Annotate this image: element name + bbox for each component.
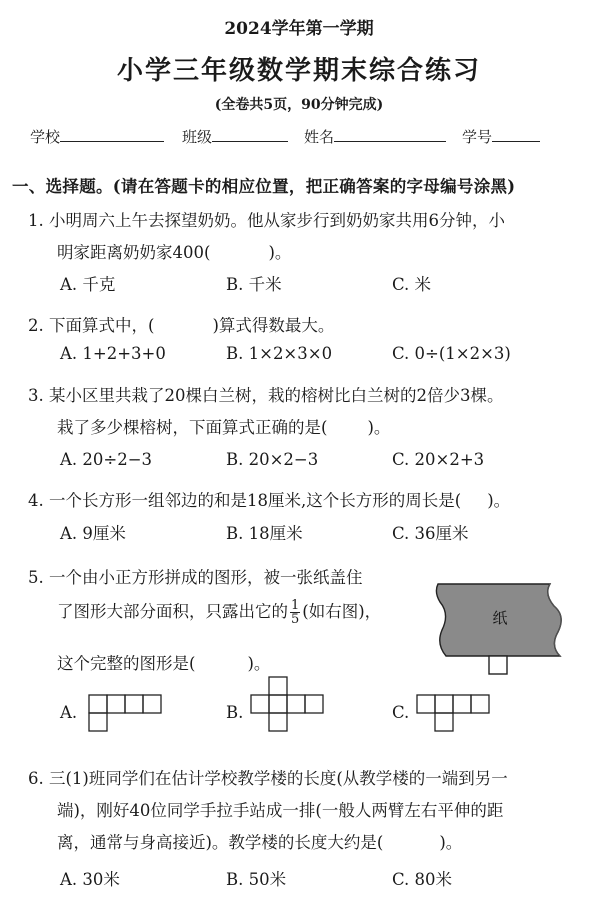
question-text: 栽了多少棵榕树，下面算式正确的是(	[57, 418, 328, 437]
option-c: C. 0÷(1×2×3)	[392, 344, 511, 363]
question-text: )算式得数最大。	[212, 316, 335, 335]
option-c: C.	[392, 703, 410, 722]
question-text: 离，通常与身高接近)。教学楼的长度大约是(	[57, 833, 384, 852]
school-label: 学校	[30, 128, 61, 146]
option-c: C. 米	[392, 275, 432, 294]
question-number: 4.	[28, 491, 44, 510]
question-text: 三(1)班同学们在估计学校教学楼的长度(从教学楼的一端到另一	[49, 769, 508, 788]
paper-label: 纸	[492, 609, 508, 627]
option-a: A. 1+2+3+0	[60, 344, 166, 363]
student-number-field[interactable]	[492, 127, 540, 142]
option-a: A. 千克	[60, 275, 116, 294]
paper-cover-figure	[432, 574, 572, 680]
question-number: 1.	[28, 211, 44, 230]
question-text: 这个完整的图形是(	[57, 654, 196, 673]
option-b-shape	[250, 676, 326, 734]
section-title: 一、选择题。(请在答题卡的相应位置，把正确答案的字母编号涂黑)	[12, 177, 516, 196]
year-line: 2024学年第一学期	[224, 19, 374, 39]
option-a: A. 20÷2−3	[60, 450, 153, 469]
question-4	[28, 487, 510, 511]
question-number: 6.	[28, 769, 44, 788]
question-text: (如右图)，	[302, 602, 382, 621]
question-5-line-1	[28, 564, 363, 588]
question-2	[28, 312, 334, 336]
name-field[interactable]	[334, 127, 446, 142]
page-subtitle: (全卷共5页，90分钟完成)	[214, 97, 384, 113]
option-a: A. 30米	[60, 870, 120, 889]
question-text: )。	[487, 491, 511, 510]
question-6-line-1	[28, 765, 508, 789]
question-text: 明家距离奶奶家400(	[57, 243, 211, 262]
question-text: )。	[268, 243, 292, 262]
question-text: 小明周六上午去探望奶奶。他从家步行到奶奶家共用6分钟，小	[49, 211, 505, 230]
fraction-denominator: 5	[291, 612, 300, 627]
question-1-line-1	[28, 207, 505, 231]
option-c: C. 36厘米	[392, 524, 469, 543]
option-c-shape	[416, 694, 492, 732]
page-title: 小学三年级数学期末综合练习	[116, 56, 481, 86]
option-b: B.	[226, 703, 244, 722]
class-field[interactable]	[212, 127, 288, 142]
question-text: 一个由小正方形拼成的图形，被一张纸盖住	[49, 568, 363, 587]
question-6-line-3	[57, 829, 462, 853]
question-5-line-3	[57, 650, 270, 674]
name-label: 姓名	[304, 128, 335, 146]
question-3-line-1	[28, 382, 504, 406]
option-b: B. 18厘米	[226, 524, 303, 543]
class-label: 班级	[182, 128, 213, 146]
question-number: 2.	[28, 316, 44, 335]
student-number-label: 学号	[462, 128, 493, 146]
question-1-line-2	[57, 239, 291, 263]
fraction-numerator: 1	[291, 598, 300, 613]
question-5-line-2	[57, 598, 381, 626]
option-b: B. 20×2−3	[226, 450, 319, 469]
question-text: 了图形大部分面积，只露出它的	[57, 602, 288, 621]
option-b: B. 1×2×3×0	[226, 344, 333, 363]
question-text: )。	[247, 654, 271, 673]
fraction-one-fifth	[290, 599, 300, 626]
school-field[interactable]	[60, 127, 164, 142]
question-text: 端)，刚好40位同学手拉手站成一排(一般人两臂左右平伸的距	[57, 801, 504, 820]
question-number: 5.	[28, 568, 44, 587]
option-b: B. 50米	[226, 870, 287, 889]
question-text: 下面算式中，(	[49, 316, 155, 335]
question-3-line-2	[57, 414, 390, 438]
option-c: C. 80米	[392, 870, 453, 889]
question-text: )。	[367, 418, 391, 437]
question-text: )。	[439, 833, 463, 852]
option-a-shape	[88, 694, 164, 732]
option-a: A. 9厘米	[60, 524, 126, 543]
option-a: A.	[60, 703, 78, 722]
question-text: 某小区里共栽了20棵白兰树，栽的榕树比白兰树的2倍少3棵。	[49, 386, 504, 405]
question-number: 3.	[28, 386, 44, 405]
option-c: C. 20×2+3	[392, 450, 485, 469]
option-b: B. 千米	[226, 275, 282, 294]
question-6-line-2	[57, 797, 503, 821]
question-text: 一个长方形一组邻边的和是18厘米,这个长方形的周长是(	[49, 491, 462, 510]
student-info-row	[30, 126, 540, 147]
